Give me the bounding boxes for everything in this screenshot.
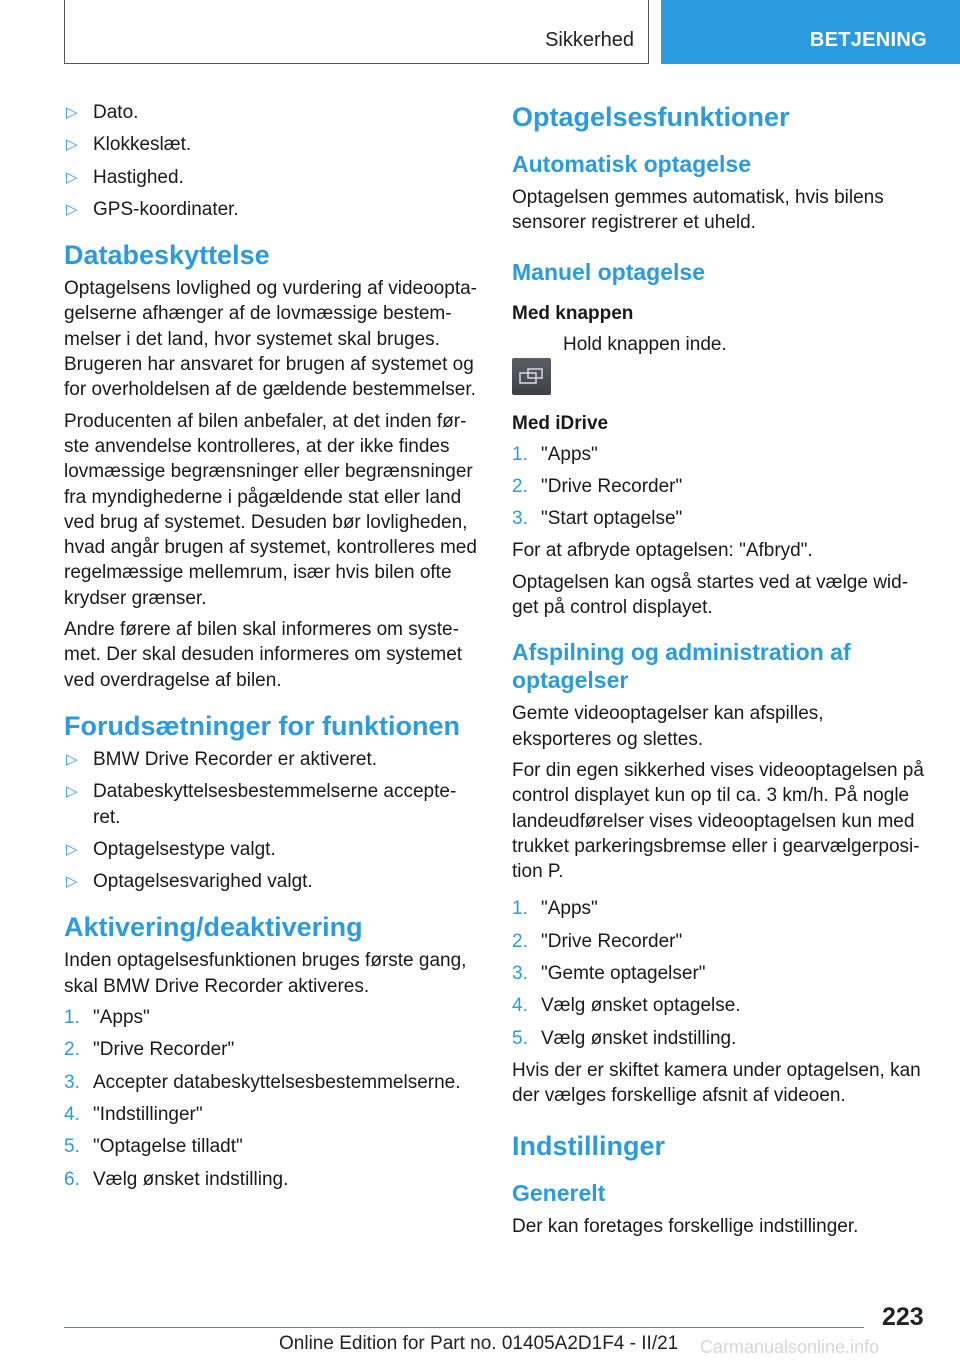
step-item: 2. "Drive Recorder" (512, 475, 683, 497)
step-item: 4. "Indstillinger" (64, 1103, 203, 1125)
requirements-list (64, 747, 479, 894)
bullet-triangle-icon: ▷ (66, 136, 78, 154)
paragraph: Andre førere af bilen skal informeres om syste-met. Der skal desuden informeres om systemet ved overdragelse af bilen. (64, 619, 463, 691)
bullet-triangle-icon: ▷ (66, 168, 78, 186)
footer-divider (64, 1327, 864, 1328)
step-item: 2. "Drive Recorder" (64, 1039, 235, 1061)
bullet-triangle-icon: ▷ (66, 840, 78, 858)
step-item: 1. "Apps" (512, 443, 598, 465)
list-item: ▷ Dato. (64, 100, 479, 125)
section-title: Sikkerhed (545, 29, 634, 51)
paragraph: Optagelsens lovlighed og vurdering af videoopta-gelserne afhænger af de lovmæssige bestem-melser i det land, hvor systemet skal bruges. Brugeren har ansvaret for brugen af systemet og for overholdelsen af de gældende bestemmelser. (64, 278, 477, 401)
heading-requirements: Forudsætninger for funktionen (64, 710, 460, 741)
list-item: ▷ Klokkeslæt. (64, 132, 479, 157)
heading-data-protection: Databeskyttelse (64, 240, 270, 271)
edition-text: Online Edition for Part no. 01405A2D1F4 - II/21 (279, 1333, 679, 1354)
header-chapter-box (661, 0, 960, 64)
step-item: 3. "Gemte optagelser" (512, 963, 706, 985)
heading-playback: Afspilning og administration af optagelser (512, 639, 851, 694)
camera-button-icon (512, 358, 551, 395)
heading-with-idrive: Med iDrive (512, 412, 609, 434)
idrive-steps (512, 442, 927, 532)
drive-recorder-button-icon (512, 358, 551, 395)
button-instruction-text: Hold knappen inde. (563, 333, 727, 355)
step-item: 2. "Drive Recorder" (512, 930, 683, 952)
list-item: ▷ Optagelsesvarighed valgt. (64, 869, 479, 894)
paragraph: For din egen sikkerhed vises videooptagelsen på control displayet kun op til ca. 3 km/h. På nogle landeudførelser vises videooptagelsen kun med trukket parkeringsbremse eller i gearvælgerposi-tion P. (512, 759, 924, 883)
paragraph: Optagelsen gemmes automatisk, hvis bilens sensorer registrerer et uheld. (512, 187, 884, 234)
watermark-text: Carmanualsonline.info (700, 1337, 880, 1357)
paragraph: Optagelsen kan også startes ved at vælge wid-get på control displayet. (512, 571, 909, 619)
step-item: 5. "Optagelse tilladt" (64, 1136, 243, 1158)
playback-steps (512, 896, 927, 1050)
step-item: 1. "Apps" (64, 1007, 150, 1029)
left-column (64, 100, 479, 1199)
bullet-triangle-icon: ▷ (66, 104, 78, 121)
paragraph: Hvis der er skiftet kamera under optagelsen, kan der vælges forskellige afsnit af videoen. (512, 1059, 921, 1107)
chapter-title: BETJENING (809, 29, 927, 51)
header-section-box (64, 0, 649, 64)
step-item: 3. "Start optagelse" (512, 508, 683, 530)
list-item: ▷ Optagelsestype valgt. (64, 837, 479, 862)
button-instruction (512, 332, 927, 404)
heading-with-button: Med knappen (512, 302, 634, 324)
heading-manual-recording: Manuel optagelse (512, 258, 705, 285)
paragraph: Inden optagelsesfunktionen bruges første gang, skal BMW Drive Recorder aktiveres. (64, 950, 467, 997)
paragraph: For at afbryde optagelsen: "Afbryd". (512, 540, 813, 562)
recorded-data-list (64, 100, 479, 222)
heading-general: Generelt (512, 1179, 606, 1206)
list-item: ▷ BMW Drive Recorder er aktiveret. (64, 747, 479, 772)
step-item: 3. Accepter databeskyttelsesbestemmelserne. (64, 1071, 461, 1093)
right-column (512, 100, 927, 1245)
list-item: ▷ GPS-koordinater. (64, 197, 479, 222)
list-item: ▷ Databeskyttelsesbestemmelserne accepte-ret. (66, 781, 457, 828)
paragraph: Producenten af bilen anbefaler, at det inden før-ste anvendelse kontrolleres, at der ikke findes lovmæssige begrænsninger eller begrænsninger fra myndighederne i pågældende stat eller land ved brug af systemet. Desuden bør lovligheden, hvad angår brugen af systemet, kontrolleres med regelmæssige mellemrum, især hvis bilen ofte krydser grænser. (64, 410, 477, 609)
paragraph: Gemte videooptagelser kan afspilles, eksporteres og slettes. (512, 703, 824, 750)
step-item: 5. Vælg ønsket indstilling. (512, 1027, 737, 1049)
bullet-triangle-icon: ▷ (66, 783, 78, 801)
step-item: 6. Vælg ønsket indstilling. (64, 1168, 289, 1190)
step-item: 1. "Apps" (512, 898, 598, 920)
heading-settings: Indstillinger (512, 1130, 666, 1161)
list-item: ▷ Hastighed. (64, 165, 479, 190)
activation-steps (64, 1005, 479, 1192)
step-item: 4. Vælg ønsket optagelse. (512, 995, 741, 1017)
bullet-triangle-icon: ▷ (66, 200, 78, 218)
bullet-triangle-icon: ▷ (66, 750, 78, 768)
heading-automatic-recording: Automatisk optagelse (512, 151, 751, 177)
bullet-triangle-icon: ▷ (66, 873, 78, 891)
heading-activation: Aktivering/deaktivering (64, 912, 363, 943)
page-number: 223 (882, 1303, 924, 1331)
heading-recording-functions: Optagelsesfunktioner (512, 102, 790, 132)
paragraph: Der kan foretages forskellige indstillinger. (512, 1215, 859, 1237)
